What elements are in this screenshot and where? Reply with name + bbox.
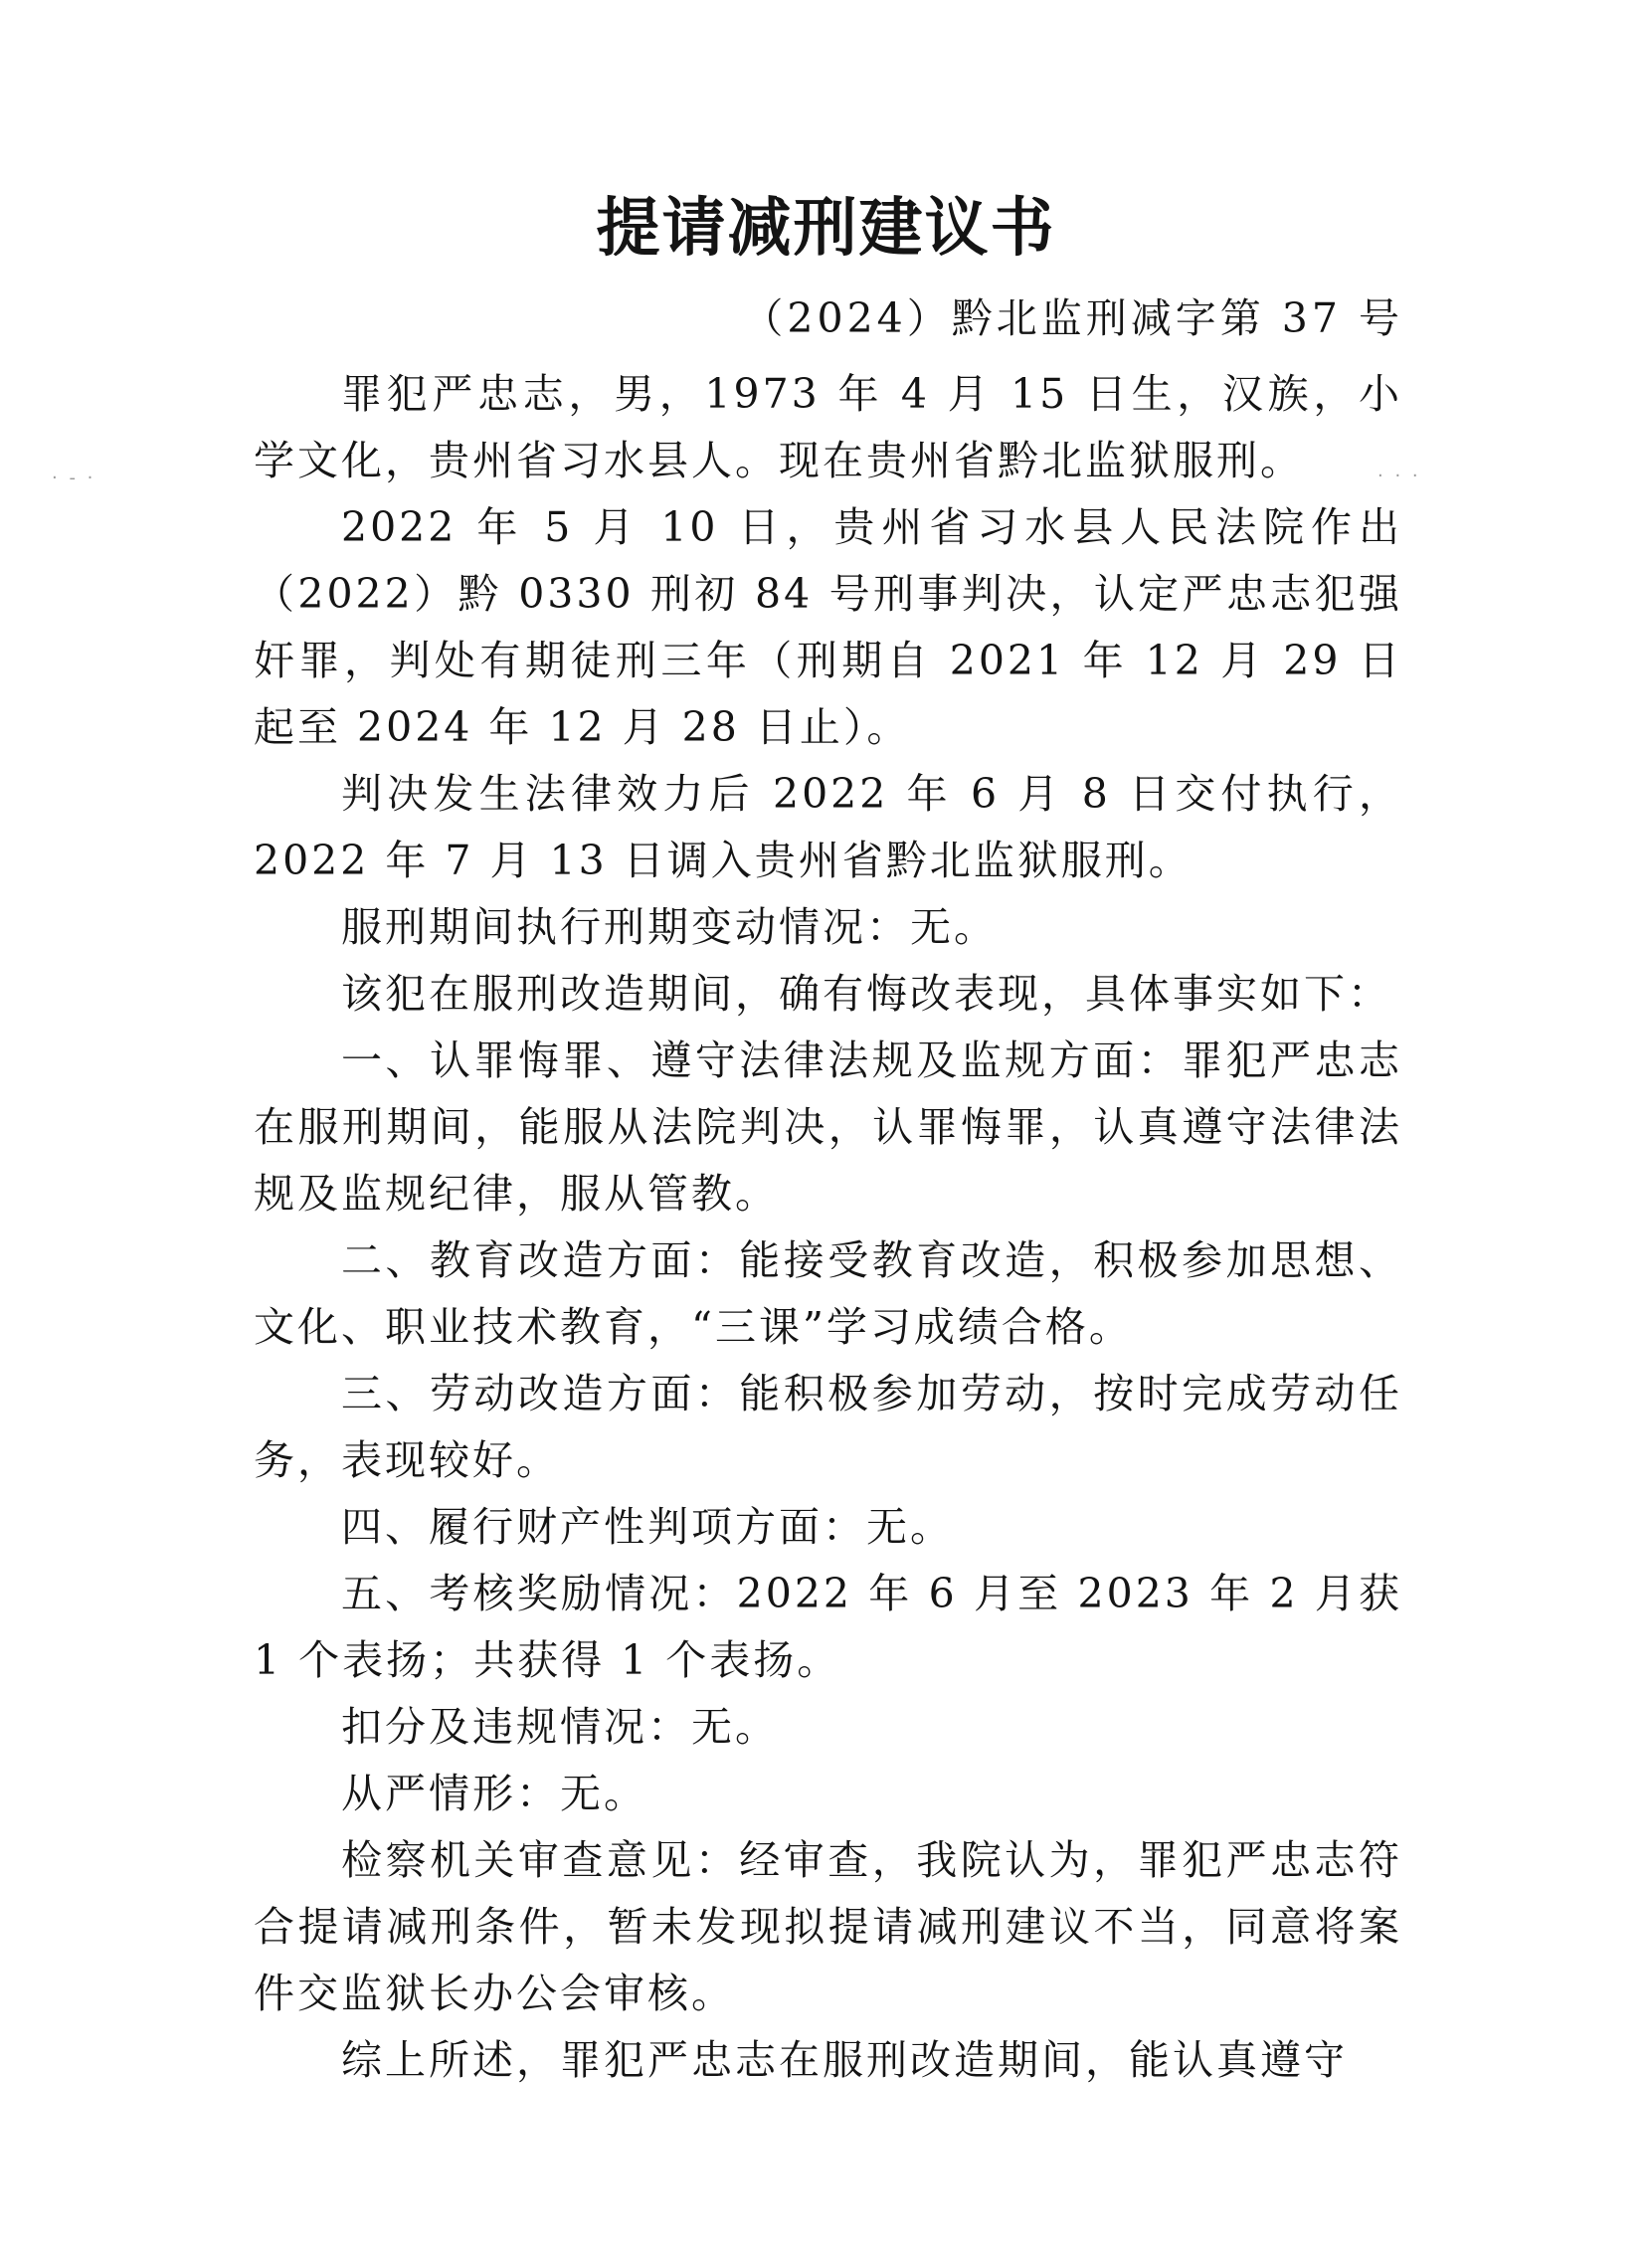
paragraph-strict-circumstances: 从严情形：无。 — [341, 1770, 647, 1817]
document-number: （2024）黔北监刑减字第 37 号 — [742, 294, 1403, 342]
paragraph-point-two: 二、教育改造方面：能接受教育改造，积极参加思想、文化、职业技术教育，“三课”学习成绩合格。 — [254, 1236, 1402, 1351]
scan-speck-left: · ‐ · — [52, 468, 96, 488]
paragraph-point-one: 一、认罪悔罪、遵守法律法规及监规方面：罪犯严忠志在服刑期间，能服从法院判决，认罪悔罪，认真遵守法律法规及监规纪律，服从管教。 — [254, 1036, 1402, 1218]
paragraph-procuratorate-opinion: 检察机关审查意见：经审查，我院认为，罪犯严忠志符合提请减刑条件，暂未发现拟提请减刑建议不当，同意将案件交监狱长办公会审核。 — [254, 1836, 1402, 2017]
paragraph-point-five: 五、考核奖励情况：2022 年 6 月至 2023 年 2 月获 1 个表扬；共获得 1 个表扬。 — [254, 1570, 1402, 1684]
paragraph-point-four: 四、履行财产性判项方面：无。 — [341, 1503, 954, 1551]
paragraph-sentence-change: 服刑期间执行刑期变动情况：无。 — [341, 903, 998, 951]
scan-speck-right: · · · — [1377, 466, 1421, 486]
paragraph-point-three: 三、劳动改造方面：能积极参加劳动，按时完成劳动任务，表现较好。 — [254, 1370, 1402, 1484]
paragraph-criminal-info: 罪犯严忠志，男，1973 年 4 月 15 日生，汉族，小学文化，贵州省习水县人。现在贵州省黔北监狱服刑。 — [254, 370, 1402, 484]
document-body — [254, 361, 1402, 2094]
paragraph-judgment: 2022 年 5 月 10 日，贵州省习水县人民法院作出（2022）黔 0330 刑初 84 号刑事判决，认定严忠志犯强奸罪，判处有期徒刑三年（刑期自 2021 年 12 月 29 日起至 2024 年 12 月 28 日止）。 — [254, 503, 1402, 751]
paragraph-execution: 判决发生法律效力后 2022 年 6 月 8 日交付执行，2022 年 7 月 13 日调入贵州省黔北监狱服刑。 — [254, 770, 1402, 884]
paragraph-repentance-intro: 该犯在服刑改造期间，确有悔改表现，具体事实如下： — [341, 970, 1391, 1018]
document-title: 提请减刑建议书 — [596, 191, 1056, 266]
paragraph-deductions: 扣分及违规情况：无。 — [341, 1703, 779, 1751]
paragraph-summary: 综上所述，罪犯严忠志在服刑改造期间，能认真遵守 — [341, 2036, 1348, 2084]
